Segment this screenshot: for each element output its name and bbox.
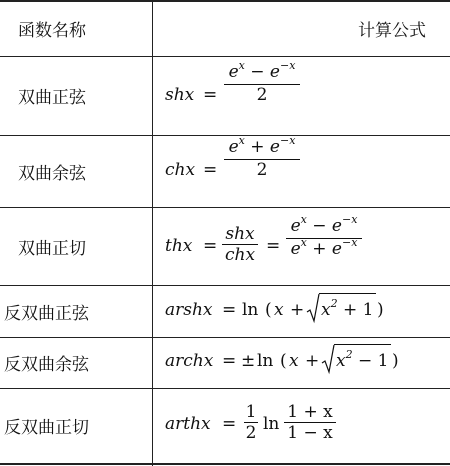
row-name-cosh: 双曲余弦 xyxy=(18,163,86,184)
header-function-name: 函数名称 xyxy=(18,20,86,41)
fraction-log-arg xyxy=(284,402,336,443)
fraction xyxy=(224,134,300,180)
column-divider xyxy=(152,0,153,466)
formula-lhs: shx xyxy=(165,85,195,105)
ln-operator: ln xyxy=(257,351,274,371)
formula-lhs: arshx xyxy=(165,300,213,320)
variable-x: x xyxy=(274,300,284,320)
row-name-sinh: 双曲正弦 xyxy=(18,88,86,108)
variable-x: x xyxy=(289,351,299,371)
equals-sign: = xyxy=(266,236,281,256)
numerator: 1 xyxy=(245,402,257,422)
equals-sign: = xyxy=(203,85,218,105)
radicand: $x^2 + 1$ xyxy=(321,297,374,320)
formula-lhs: thx xyxy=(165,236,193,256)
formula-lhs: chx xyxy=(165,160,196,180)
open-paren: ( xyxy=(265,300,272,320)
numerator: 1 + x xyxy=(287,402,333,422)
radicand: $x^2 - 1$ xyxy=(336,348,389,371)
row-name-artanh: 反双曲正切 xyxy=(4,418,89,438)
radical-sign xyxy=(306,292,320,324)
equals-sign: = xyxy=(203,160,218,180)
close-paren: ) xyxy=(392,351,399,371)
numerator: $e^x - e^{-x}$ xyxy=(290,213,358,236)
row-name-tanh: 双曲正切 xyxy=(18,238,86,259)
plus-sign: + xyxy=(305,351,320,371)
table-rule-bottom xyxy=(0,463,450,465)
denominator: $e^x + e^{-x}$ xyxy=(290,236,358,259)
row-name-arsinh: 反双曲正弦 xyxy=(4,303,89,324)
plus-sign: + xyxy=(290,300,305,320)
denominator: 2 xyxy=(256,85,268,105)
formula-lhs: archx xyxy=(165,351,214,371)
open-paren: ( xyxy=(280,351,287,371)
fraction xyxy=(224,59,300,105)
row-name-arcosh: 反双曲余弦 xyxy=(4,355,89,375)
equals-sign: = xyxy=(203,236,218,256)
fraction-sh-over-ch xyxy=(222,224,258,265)
fraction-half xyxy=(244,402,258,443)
plus-minus-sign: ± xyxy=(241,351,256,371)
denominator: 2 xyxy=(256,160,268,180)
denominator: 2 xyxy=(245,423,257,443)
radical-bar xyxy=(334,344,391,345)
numerator: $e^x - e^{-x}$ xyxy=(228,59,296,82)
header-formula: 计算公式 xyxy=(358,20,426,41)
ln-operator: ln xyxy=(263,414,280,434)
denominator: 1 − x xyxy=(287,423,333,443)
radical-bar xyxy=(319,293,376,294)
equals-sign: = xyxy=(222,414,237,434)
equals-sign: = xyxy=(222,351,237,371)
formula-lhs: arthx xyxy=(165,414,211,434)
fraction-exp xyxy=(286,213,362,261)
numerator: $e^x + e^{-x}$ xyxy=(228,134,296,157)
numerator: shx xyxy=(225,224,255,244)
equals-sign: = xyxy=(222,300,237,320)
ln-operator: ln xyxy=(242,300,259,320)
close-paren: ) xyxy=(377,300,384,320)
denominator: chx xyxy=(224,245,256,265)
radical-sign xyxy=(321,343,335,375)
